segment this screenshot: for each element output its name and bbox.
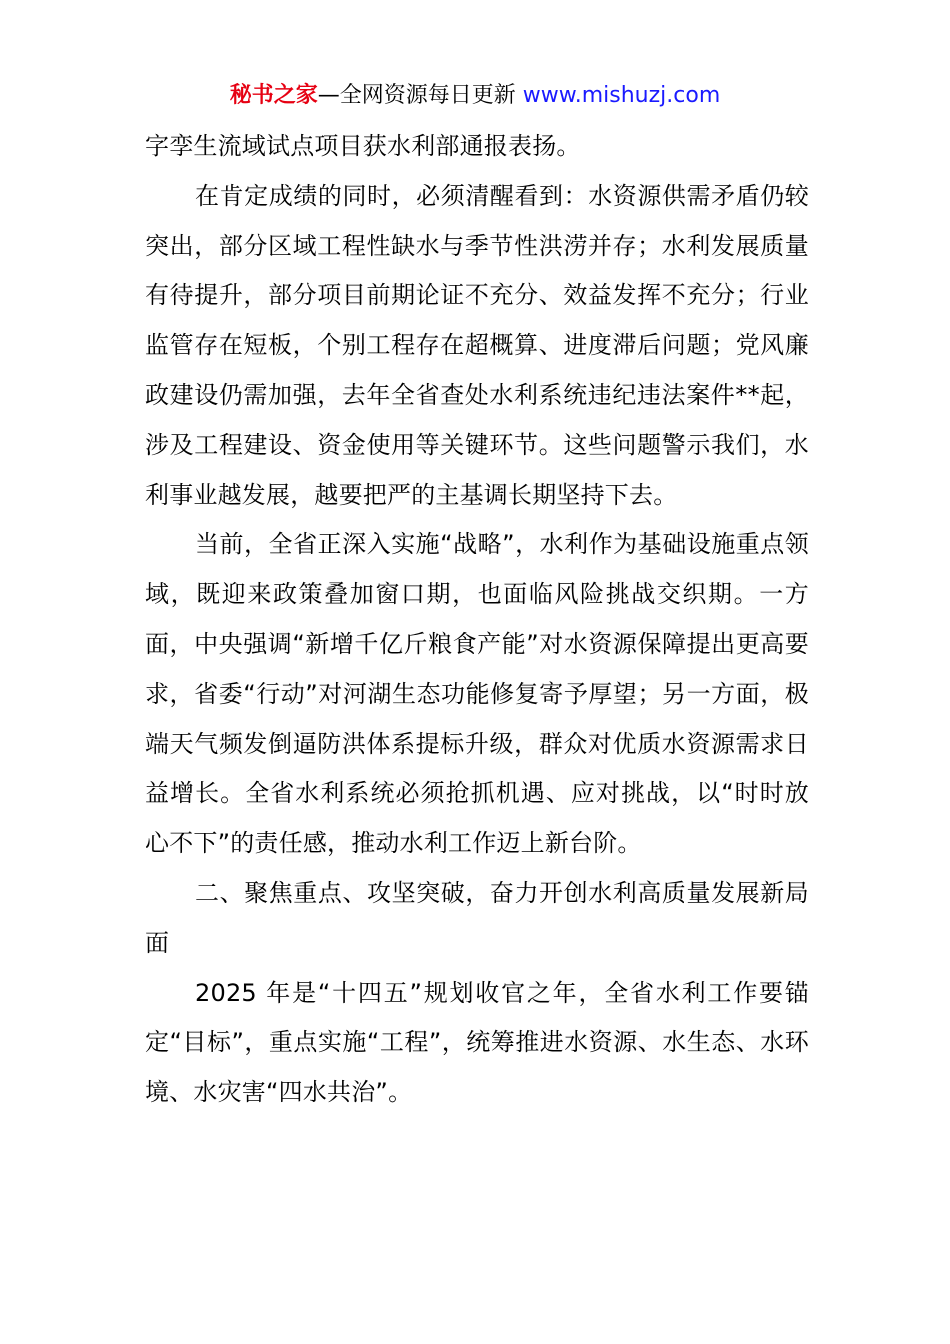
paragraph-problems: 在肯定成绩的同时，必须清醒看到：水资源供需矛盾仍较突出，部分区域工程性缺水与季节性洪涝并存；水利发展质量有待提升，部分项目前期论证不充分、效益发挥不充分；行业监管存在短板，个别工程存在超概算、进度滞后问题；党风廉政建设仍需加强，去年全省查处水利系统违纪违法案件**起，涉及工程建设、资金使用等关键环节。这些问题警示我们，水利事业越发展，越要把严的主基调长期坚持下去。 — [145, 181, 809, 509]
document-body — [145, 122, 809, 1118]
site-tagline: —全网资源每日更新 — [317, 83, 523, 108]
site-url-link[interactable]: www.mishuzj.com — [522, 83, 721, 108]
paragraph-continuation: 字孪生流域试点项目获水利部通报表扬。 — [145, 132, 581, 160]
site-brand: 秘书之家 — [229, 83, 318, 108]
section-heading: 二、聚焦重点、攻坚突破，奋力开创水利高质量发展新局面 — [145, 878, 809, 957]
paragraph-goals: 2025 年是“十四五”规划收官之年，全省水利工作要锚定“目标”，重点实施“工程”，统筹推进水资源、水生态、水环境、水灾害“四水共治”。 — [145, 978, 809, 1107]
paragraph-situation: 当前，全省正深入实施“战略”，水利作为基础设施重点领域，既迎来政策叠加窗口期，也面临风险挑战交织期。一方面，中央强调“新增千亿斤粮食产能”对水资源保障提出更高要求，省委“行动”对河湖生态功能修复寄予厚望；另一方面，极端天气频发倒逼防洪体系提标升级，群众对优质水资源需求日益增长。全省水利系统必须抢抓机遇、应对挑战，以“时时放心不下”的责任感，推动水利工作迈上新台阶。 — [145, 530, 809, 858]
site-header — [0, 80, 950, 112]
